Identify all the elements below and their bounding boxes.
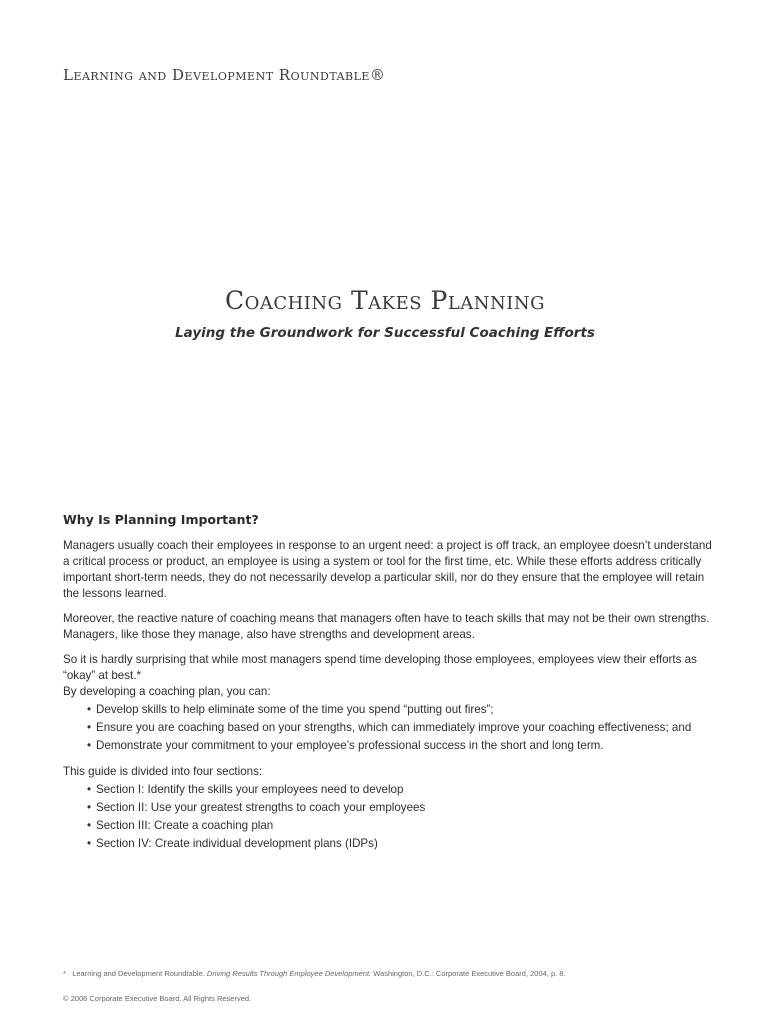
document-title: Coaching Takes Planning <box>224 286 546 315</box>
list-item: • Ensure you are coaching based on your strengths, which can immediately improve your coaching effectiveness; and <box>87 720 713 736</box>
paragraph-3-line-2: By developing a coaching plan, you can: <box>63 685 271 698</box>
paragraph-3 <box>63 652 713 700</box>
footnote-marker: * <box>63 969 66 978</box>
list-item: • Section IV: Create individual development plans (IDPs) <box>87 836 713 852</box>
main-content <box>63 512 713 862</box>
paragraph-2: Moreover, the reactive nature of coaching means that managers often have to teach skills that may not be their own strengths. Managers, like those they manage, also have strengths and development areas. <box>63 612 710 641</box>
footnote-title: Driving Results Through Employee Development. <box>206 969 372 978</box>
document-subtitle: Laying the Groundwork for Successful Coaching Efforts <box>175 325 595 341</box>
guide-sections-list <box>63 782 713 852</box>
footnote <box>63 969 566 978</box>
list-item: • Section II: Use your greatest strengths to coach your employees <box>87 800 713 816</box>
footnote-publisher: Washington, D.C.: Corporate Executive Board, 2004, p. 8. <box>373 969 566 978</box>
paragraph-3-line-1: So it is hardly surprising that while most managers spend time developing those employees, employees view their efforts as “okay” at best.* <box>63 653 697 682</box>
list-item: • Develop skills to help eliminate some of the time you spend “putting out fires”; <box>87 702 713 718</box>
footnote-source: Learning and Development Roundtable. <box>72 969 205 978</box>
paragraph-1: Managers usually coach their employees in response to an urgent need: a project is off track, an employee doesn’t understand a critical process or product, an employee is using a system or tool for the first time, etc. While these efforts address critically important short-term needs, they do not necessarily develop a particular skill, nor do they ensure that the employee will retain the lessons learned. <box>63 539 712 600</box>
coaching-plan-benefits-list <box>63 702 713 754</box>
list-item: • Section III: Create a coaching plan <box>87 818 713 834</box>
copyright-notice: © 2006 Corporate Executive Board. All Rights Reserved. <box>63 994 252 1003</box>
guide-intro: This guide is divided into four sections: <box>63 765 263 778</box>
roundtable-header: Learning and Development Roundtable® <box>63 66 386 84</box>
section-heading: Why Is Planning Important? <box>63 512 259 527</box>
list-item: • Demonstrate your commitment to your employee’s professional success in the short and long term. <box>87 738 713 754</box>
list-item: • Section I: Identify the skills your employees need to develop <box>87 782 713 798</box>
